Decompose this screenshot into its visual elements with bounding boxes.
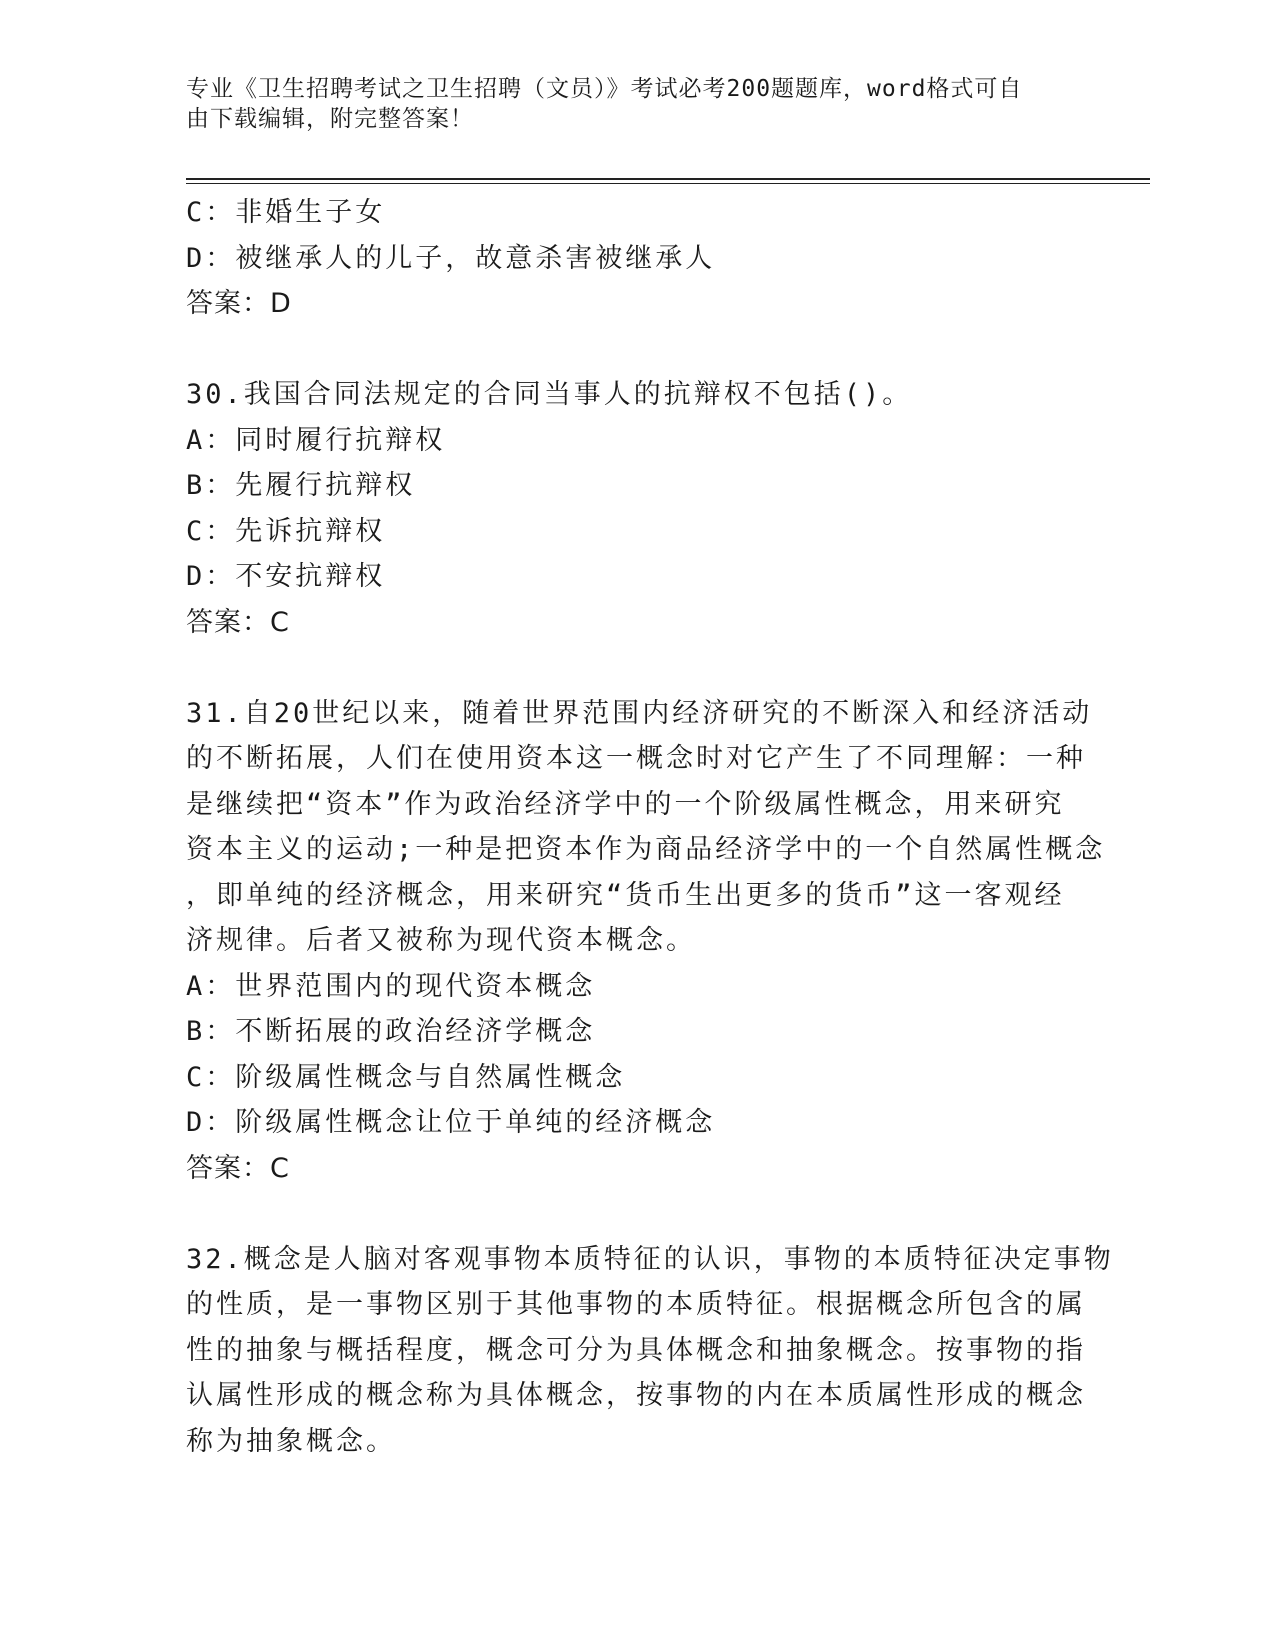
header-line: 由下载编辑，附完整答案！: [186, 106, 474, 132]
question-stem-line: 的性质，是一事物区别于其他事物的本质特征。根据概念所包含的属: [186, 1289, 1086, 1320]
question-content: [186, 190, 1114, 1464]
header-line: 专业《卫生招聘考试之卫生招聘（文员）》考试必考200题题库，word格式可自: [186, 76, 1023, 102]
question-stem: 30.我国合同法规定的合同当事人的抗辩权不包括()。: [186, 379, 913, 410]
answer-label: 答案：D: [186, 288, 292, 319]
question-stem-line: 资本主义的运动;一种是把资本作为商品经济学中的一个自然属性概念: [186, 834, 1106, 865]
option-d: D：被继承人的儿子，故意杀害被继承人: [186, 242, 716, 274]
answer-label: 答案：C: [186, 1152, 290, 1184]
question-block-32: [186, 1237, 1114, 1465]
document-header: [186, 74, 1076, 134]
option-a: A：世界范围内的现代资本概念: [186, 970, 596, 1002]
question-block-30: [186, 372, 1086, 645]
option-d: D：阶级属性概念让位于单纯的经济概念: [186, 1107, 716, 1138]
question-stem-line: 的不断拓展，人们在使用资本这一概念时对它产生了不同理解：一种: [186, 743, 1086, 774]
spacer: [186, 327, 1086, 373]
option-d: D：不安抗辩权: [186, 561, 386, 592]
header-divider-thin: [186, 183, 1150, 184]
question-block-prev: [186, 190, 1086, 327]
spacer: [186, 1191, 1086, 1237]
option-b: B：先履行抗辩权: [186, 470, 416, 501]
option-a: A：同时履行抗辩权: [186, 424, 446, 456]
question-stem-line: 32.概念是人脑对客观事物本质特征的认识，事物的本质特征决定事物: [186, 1243, 1114, 1275]
question-stem-line: 是继续把“资本”作为政治经济学中的一个阶级属性概念，用来研究: [186, 788, 1065, 820]
answer-label: 答案：C: [186, 606, 290, 638]
question-block-31: [186, 691, 1106, 1192]
option-c: C：阶级属性概念与自然属性概念: [186, 1061, 626, 1093]
question-stem-line: 性的抽象与概括程度，概念可分为具体概念和抽象概念。按事物的指: [186, 1334, 1086, 1366]
question-stem-line: 称为抽象概念。: [186, 1425, 396, 1457]
header-divider-thick: [186, 178, 1150, 180]
question-stem-line: ，即单纯的经济概念，用来研究“货币生出更多的货币”这一客观经: [186, 879, 1065, 911]
question-stem-line: 济规律。后者又被称为现代资本概念。: [186, 925, 696, 956]
option-c: C：非婚生子女: [186, 197, 386, 228]
question-stem-line: 认属性形成的概念称为具体概念，按事物的内在本质属性形成的概念: [186, 1380, 1086, 1411]
question-stem-line: 31.自20世纪以来，随着世界范围内经济研究的不断深入和经济活动: [186, 697, 1093, 729]
option-b: B：不断拓展的政治经济学概念: [186, 1016, 596, 1047]
option-c: C：先诉抗辩权: [186, 515, 386, 547]
spacer: [186, 645, 1086, 691]
